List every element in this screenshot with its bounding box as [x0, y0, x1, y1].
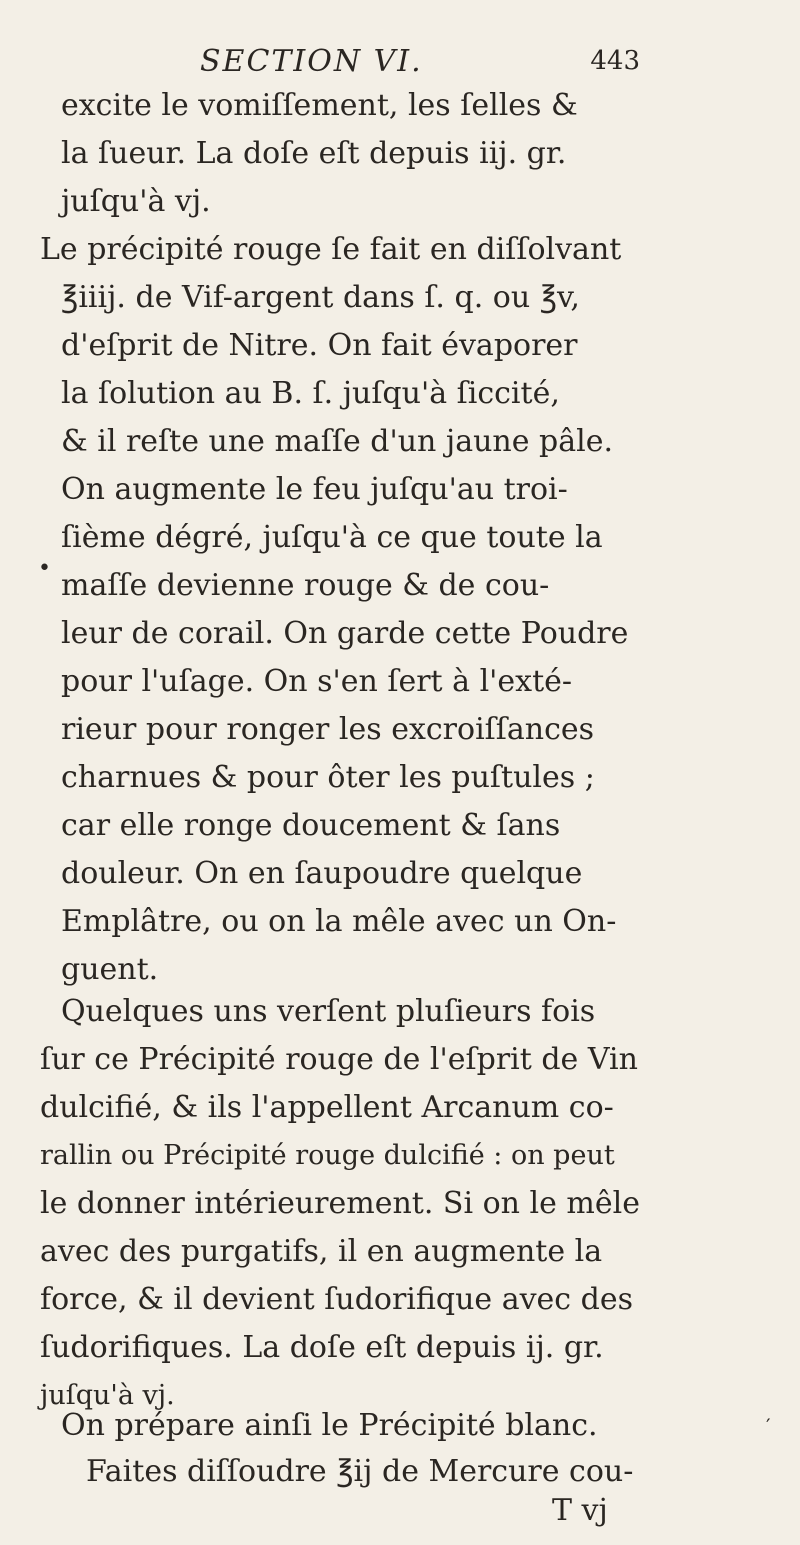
text-line: leur de corail. On garde cette Poudre — [61, 616, 629, 651]
text-line: ſième dégré, juſqu'à ce que toute la — [61, 520, 603, 555]
text-line: rieur pour ronger les excroiſſances — [61, 712, 595, 747]
margin-bullet: • — [38, 556, 51, 581]
text-line: & il reſte une maſſe d'un jaune pâle. — [61, 424, 613, 459]
text-line: le donner intérieurement. Si on le mêle — [40, 1186, 640, 1221]
text-line: la ſueur. La doſe eſt depuis iij. gr. — [61, 136, 567, 171]
text-line: charnues & pour ôter les puſtules ; — [61, 760, 595, 795]
margin-mark: ′ — [766, 1414, 771, 1438]
text-line: Quelques uns verſent pluſieurs fois — [61, 994, 596, 1029]
text-line: ſudorifiques. La doſe eſt depuis ij. gr. — [40, 1330, 604, 1365]
text-line: avec des purgatifs, il en augmente la — [40, 1234, 603, 1269]
text-line: d'eſprit de Nitre. On fait évaporer — [61, 328, 578, 363]
page-number: 443 — [590, 46, 640, 76]
text-line: On augmente le feu juſqu'au troi- — [61, 472, 568, 507]
text-line: maſſe devienne rouge & de cou- — [61, 568, 550, 603]
text-line: guent. — [61, 952, 159, 987]
text-line: On prépare ainſi le Précipité blanc. — [61, 1408, 598, 1443]
text-line: ℥iiij. de Vif-argent dans ſ. q. ou ℥v, — [61, 280, 580, 315]
text-line: juſqu'à vj. — [61, 184, 211, 219]
section-title: SECTION VI. — [200, 44, 423, 79]
text-line: douleur. On en ſaupoudre quelque — [61, 856, 583, 891]
text-line: ſur ce Précipité rouge de l'eſprit de Vin — [40, 1042, 638, 1077]
text-line: force, & il devient ſudorifique avec des — [40, 1282, 633, 1317]
signature-mark: T vj — [552, 1493, 608, 1528]
text-line: dulcifié, & ils l'appellent Arcanum co- — [40, 1090, 614, 1125]
text-line: la ſolution au B. ſ. juſqu'à ſiccité, — [61, 376, 560, 411]
text-line: pour l'uſage. On s'en ſert à l'exté- — [61, 664, 573, 699]
text-line: rallin ou Précipité rouge dulcifié : on peut — [40, 1140, 615, 1171]
text-line: Emplâtre, ou on la mêle avec un On- — [61, 904, 617, 939]
text-line: excite le vomiſſement, les ſelles & — [61, 88, 578, 123]
text-line: Faites diſſoudre ℥ij de Mercure cou- — [86, 1454, 634, 1489]
text-line: Le précipité rouge ſe fait en diſſolvant — [40, 232, 622, 267]
text-line: juſqu'à vj. — [40, 1380, 175, 1411]
text-line: car elle ronge doucement & ſans — [61, 808, 561, 843]
running-header — [200, 44, 640, 90]
